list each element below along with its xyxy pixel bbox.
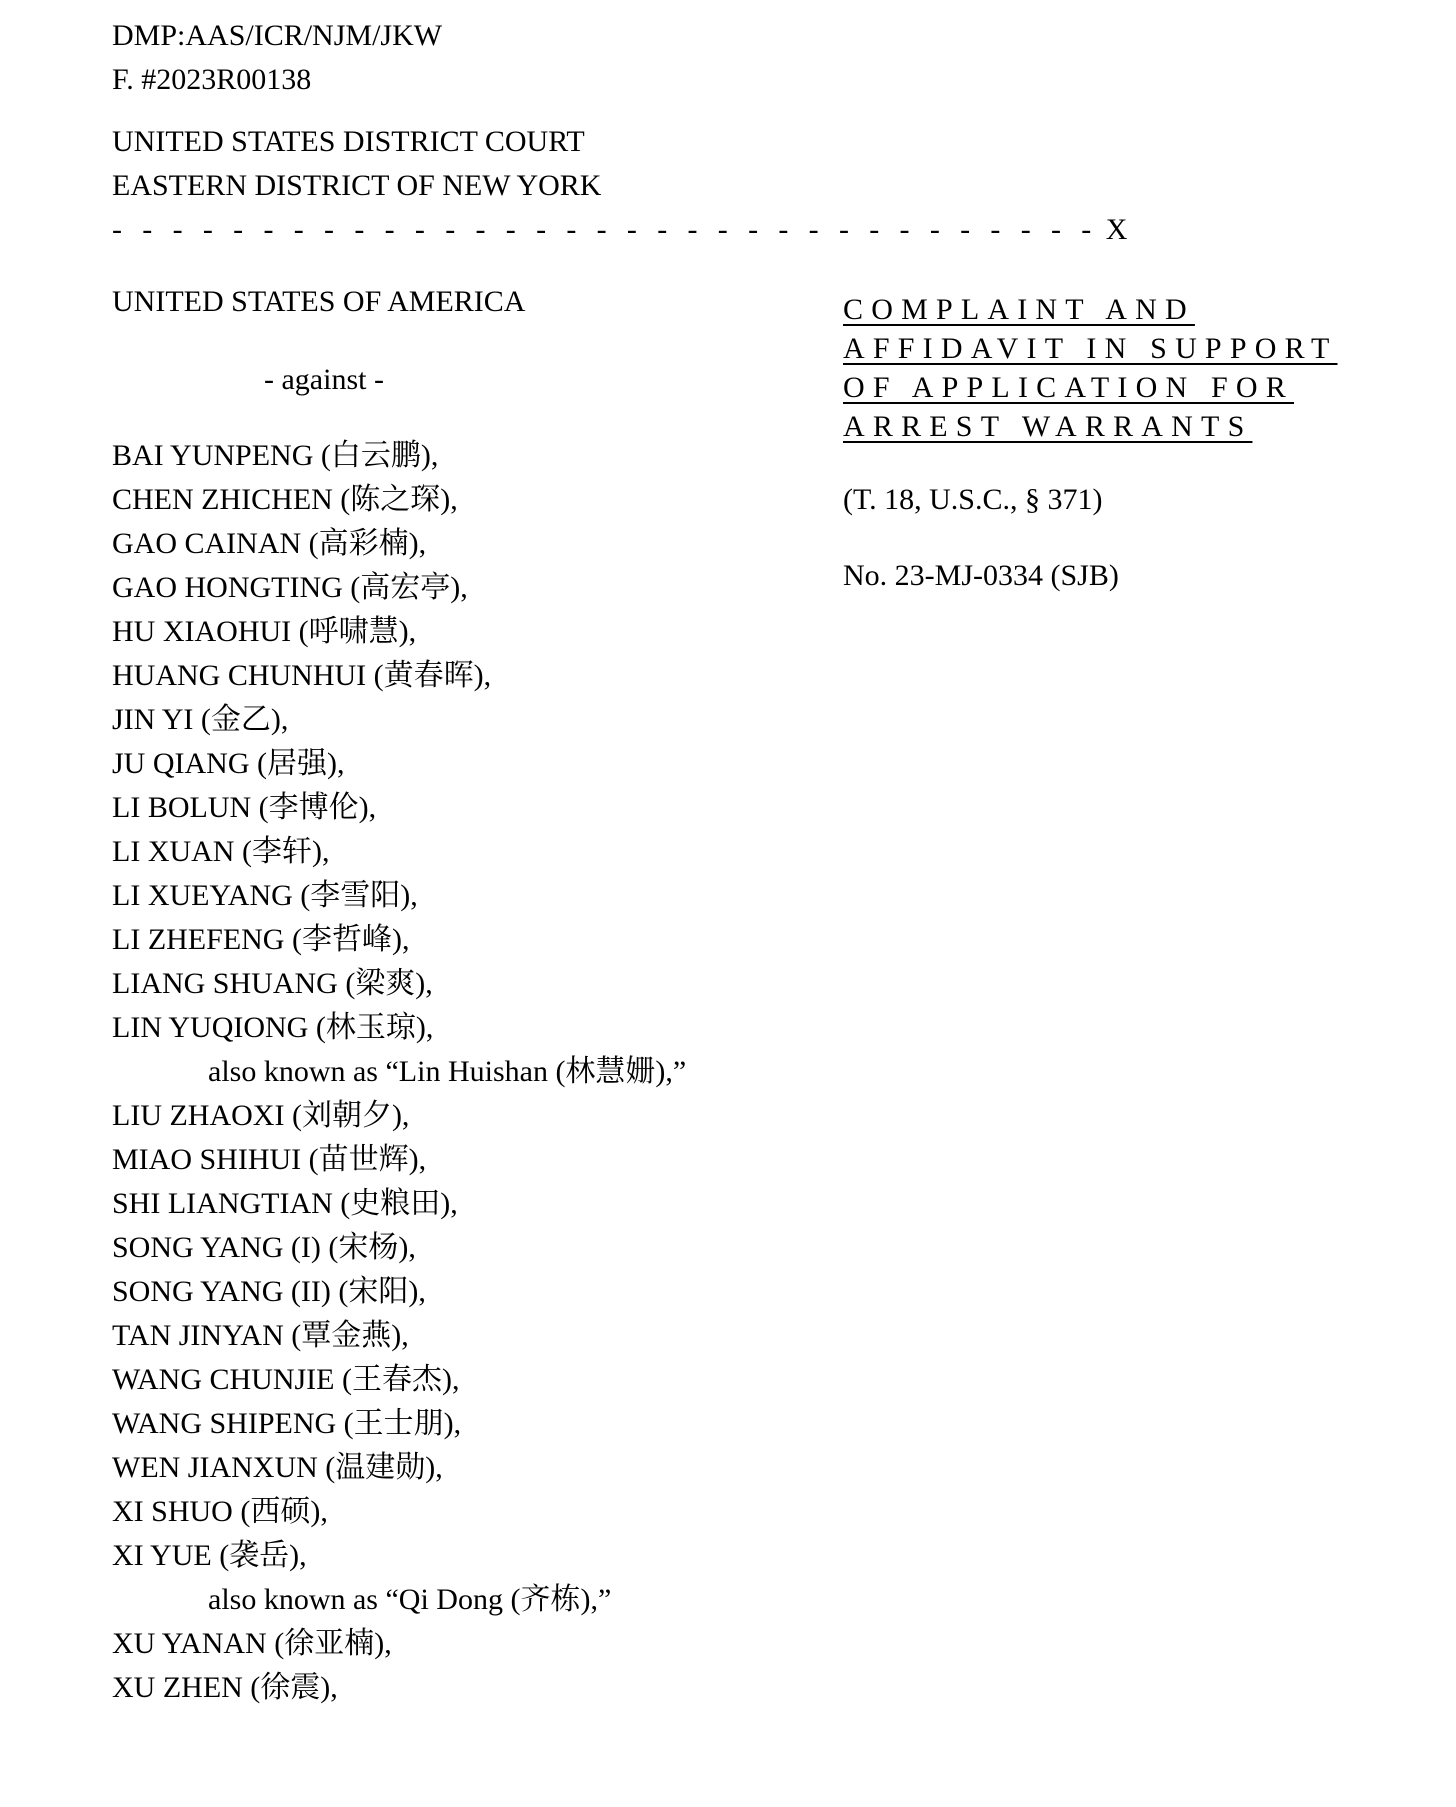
caption-rule-dashes: - - - - - - - - - - - - - - - - - - - - - - - - - - - - - - - - - [112,213,1098,246]
caption-rule [112,208,1128,252]
defendant-name: LIU ZHAOXI (刘朝夕), [112,1099,410,1132]
document-title-text: AFFIDAVIT IN SUPPORT [843,332,1338,365]
defendant-name: XI SHUO (西硕), [112,1495,328,1528]
defendant-name: HU XIAOHUI (呼啸慧), [112,615,417,648]
defendant-name: MIAO SHIHUI (苗世辉), [112,1143,427,1176]
defendant-name: JIN YI (金乙), [112,703,289,736]
defendant-name: SONG YANG (I) (宋杨), [112,1231,416,1264]
defendant-name: XU YANAN (徐亚楠), [112,1627,392,1660]
defendant-list [112,434,832,1710]
defendant-name: WANG SHIPENG (王士朋), [112,1407,462,1440]
defendant-name: WEN JIANXUN (温建勋), [112,1451,443,1484]
defendant-name: TAN JINYAN (覃金燕), [112,1319,409,1352]
document-title-text: COMPLAINT AND [843,293,1195,326]
defendant-name: SONG YANG (II) (宋阳), [112,1275,426,1308]
defendant-name: LI XUEYANG (李雪阳), [112,879,418,912]
caption-rule-end: X [1105,213,1128,246]
document-title-text: ARREST WARRANTS [843,410,1253,443]
document-title [843,290,1403,446]
against-label: - against - [264,363,384,396]
defendant-name: LIN YUQIONG (林玉琼), [112,1011,434,1044]
defendant-name: SHI LIANGTIAN (史粮田), [112,1187,458,1220]
case-number: No. 23-MJ-0334 (SJB) [843,559,1119,592]
defendant-name: XU ZHEN (徐震), [112,1671,338,1704]
defendant-name: LI BOLUN (李博伦), [112,791,377,824]
document-title-line [843,290,1403,329]
defendant-name: LI XUAN (李轩), [112,835,330,868]
defendant-name: LIANG SHUANG (梁爽), [112,967,433,1000]
document-title-line [843,368,1403,407]
defendant-name: XI YUE (袭岳), [112,1539,307,1572]
defendant-name: BAI YUNPENG (白云鹏), [112,439,439,472]
defendant-name: JU QIANG (居强), [112,747,345,780]
document-title-line [843,329,1403,368]
defendant-name: LI ZHEFENG (李哲峰), [112,923,410,956]
defendant-name: GAO HONGTING (高宏亭), [112,571,468,604]
court-district: EASTERN DISTRICT OF NEW YORK [112,169,602,202]
document-title-line [843,407,1403,446]
court-name: UNITED STATES DISTRICT COURT [112,125,585,158]
defendant-name: CHEN ZHICHEN (陈之琛), [112,483,458,516]
defendant-name: HUANG CHUNHUI (黄春晖), [112,659,492,692]
defendant-name: GAO CAINAN (高彩楠), [112,527,427,560]
document-title-text: OF APPLICATION FOR [843,371,1294,404]
attorney-initials: DMP:AAS/ICR/NJM/JKW [112,19,443,52]
defendant-alias: also known as “Lin Huishan (林慧姗),” [208,1055,687,1088]
statute-citation: (T. 18, U.S.C., § 371) [843,483,1103,516]
plaintiff: UNITED STATES OF AMERICA [112,285,526,318]
file-number: F. #2023R00138 [112,63,312,96]
defendant-name: WANG CHUNJIE (王春杰), [112,1363,460,1396]
defendant-alias: also known as “Qi Dong (齐栋),” [208,1583,612,1616]
right-column [843,290,1403,598]
